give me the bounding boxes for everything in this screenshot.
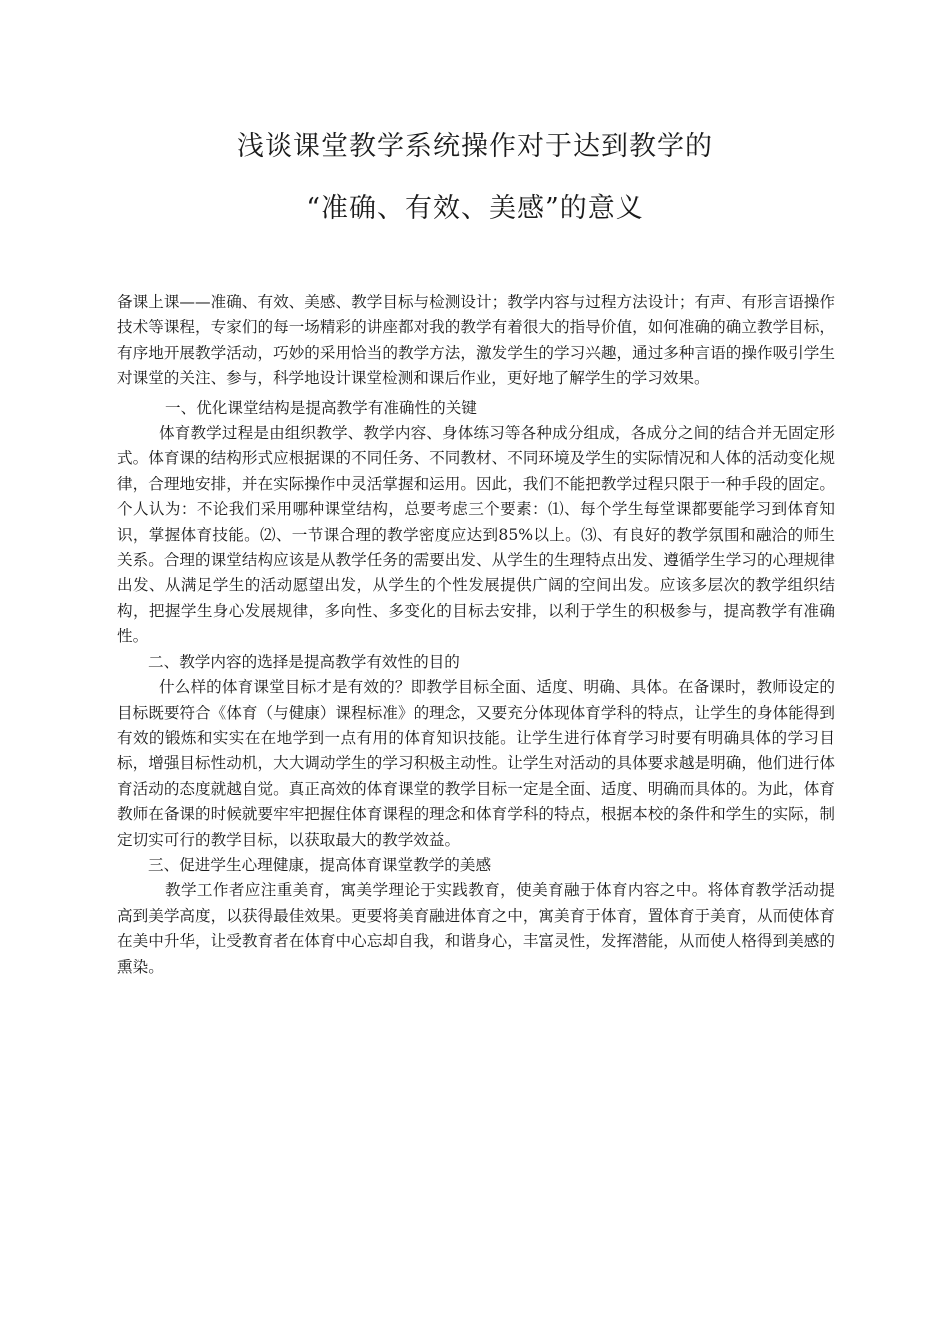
document-body: [117, 290, 835, 980]
intro-paragraph: 备课上课——准确、有效、美感、教学目标与检测设计；教学内容与过程方法设计；有声、有形言语操作技术等课程，专家们的每一场精彩的讲座都对我的教学有着很大的指导价值，如何准确的确立教学目标，有序地开展教学活动，巧妙的采用恰当的教学方法，激发学生的学习兴趣，通过多种言语的操作吸引学生对课堂的关注、参与，科学地设计课堂检测和课后作业，更好地了解学生的学习效果。: [117, 293, 835, 388]
section-1-heading: 一、优化课堂结构是提高教学有准确性的关键: [165, 398, 477, 417]
section-3-paragraph: 教学工作者应注重美育，寓美学理论于实践教育，使美育融于体育内容之中。将体育教学活动提高到美学高度，以获得最佳效果。更要将美育融进体育之中，寓美育于体育，置体育于美育，从而使体育在美中升华，让受教育者在体育中心忘却自我，和谐身心，丰富灵性，发挥潜能，从而使人格得到美感的熏染。: [117, 881, 835, 976]
section-2-heading: 二、教学内容的选择是提高教学有效性的目的: [148, 652, 460, 671]
section-2-paragraph: 什么样的体育课堂目标才是有效的？即教学目标全面、适度、明确、具体。在备课时，教师设定的目标既要符合《体育（与健康）课程标准》的理念，又要充分体现体育学科的特点，让学生的身体能得到有效的锻炼和实实在在地学到一点有用的体育知识技能。让学生进行体育学习时要有明确具体的学习目标，增强目标性动机，大大调动学生的学习积极主动性。让学生对活动的具体要求越是明确，他们进行体育活动的态度就越自觉。真正高效的体育课堂的教学目标一定是全面、适度、明确而具体的。为此，体育教师在备课的时候就要牢牢把握住体育课程的理念和体育学科的特点，根据本校的条件和学生的实际，制定切实可行的教学目标，以获取最大的教学效益。: [117, 678, 835, 849]
document-title-line-1: 浅谈课堂教学系统操作对于达到教学的: [237, 131, 713, 162]
document-title-line-2: “准确、有效、美感”的意义: [306, 193, 644, 224]
section-1-paragraph: 体育教学过程是由组织教学、教学内容、身体练习等各种成分组成，各成分之间的结合并无固定形式。体育课的结构形式应根据课的不同任务、不同教材、不同环境及学生的实际情况和人体的活动变化规律，合理地安排，并在实际操作中灵活掌握和运用。因此，我们不能把教学过程只限于一种手段的固定。个人认为：不论我们采用哪种课堂结构，总要考虑三个要素：⑴、每个学生每堂课都要能学习到体育知识，掌握体育技能。⑵、一节课合理的教学密度应达到85%以上。⑶、有良好的教学氛围和融洽的师生关系。合理的课堂结构应该是从教学任务的需要出发、从学生的生理特点出发、遵循学生学习的心理规律出发、从满足学生的活动愿望出发，从学生的个性发展提供广阔的空间出发。应该多层次的教学组织结构，把握学生身心发展规律，多向性、多变化的目标去安排，以利于学生的积极参与，提高教学有准确性。: [117, 424, 835, 646]
section-3-heading: 三、促进学生心理健康，提高体育课堂教学的美感: [148, 855, 492, 874]
